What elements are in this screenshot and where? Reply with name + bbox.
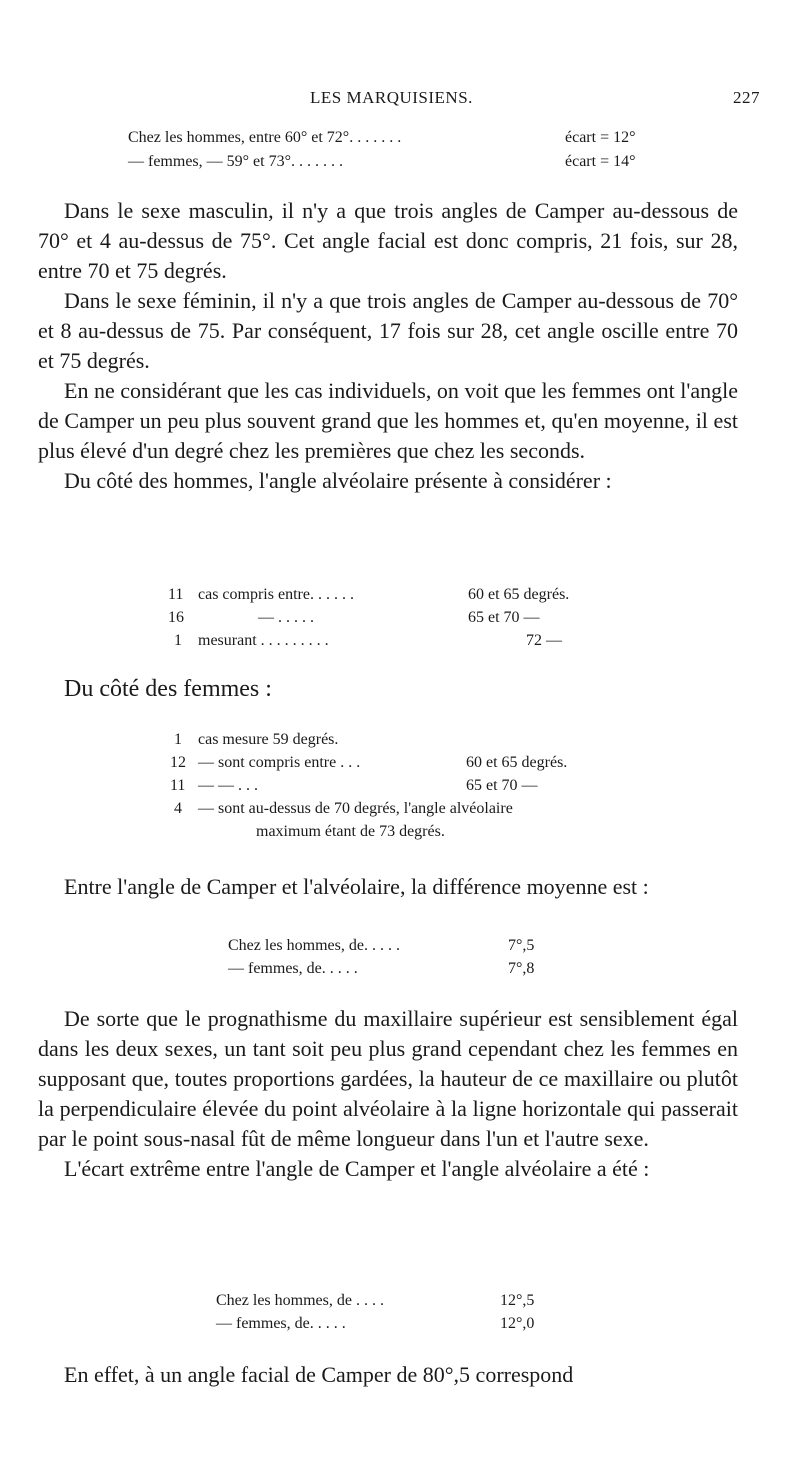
desc-cell: — sont au-dessus de 70 degrés, l'angle alvéolaire: [198, 800, 513, 817]
paragraph: En ne considérant que les cas individuels, on voit que les femmes ont l'angle de Camper un peu plus souvent grand que les hommes et, qu'en moyenne, il est plus élevé d'un degré chez les premières que chez les seconds.: [38, 378, 738, 463]
range-row-women: [128, 153, 636, 171]
women-table-row: [170, 754, 650, 776]
paragraph: En effet, à un angle facial de Camper de 80°,5 correspond: [64, 1362, 574, 1387]
desc-cell: — — . . .: [198, 777, 258, 794]
range-row-value: écart = 14°: [565, 153, 636, 170]
count-cell: 11: [168, 586, 184, 603]
range-row-label: Chez les hommes, entre 60° et 72°. . . . . . .: [128, 129, 402, 146]
page-number: 227: [733, 88, 760, 107]
paragraph: De sorte que le prognathisme du maxillaire supérieur est sensiblement égal dans les deux sexes, un tant soit peu plus grand cependant chez les femmes en supposant que, toutes proportions gardées, la hauteur de ce maxillaire ou plutôt la perpendiculaire élevée du point alvéolaire à la ligne horizontale qui passerait par le point sous-nasal fût de même longueur dans l'un et l'autre sexe.: [38, 1006, 738, 1151]
count-cell: 1: [174, 632, 182, 649]
women-table-continuation: maximum étant de 73 degrés.: [256, 823, 445, 840]
count-cell: 4: [174, 800, 182, 817]
body-text-block-4: [38, 1360, 738, 1390]
paragraph: Du côté des hommes, l'angle alvéolaire présente à considérer :: [64, 468, 612, 493]
paragraph: Entre l'angle de Camper et l'alvéolaire, la différence moyenne est :: [64, 874, 649, 899]
desc-cell: cas compris entre. . . . . .: [198, 586, 354, 603]
running-title: LES MARQUISIENS.: [310, 88, 473, 107]
diff-row-label: Chez les hommes, de. . . . .: [228, 937, 400, 954]
range-row-label: — femmes, — 59° et 73°. . . . . . .: [128, 153, 343, 170]
extreme-row-label: Chez les hommes, de . . . .: [216, 1292, 384, 1309]
range-cell: 65 et 70 —: [466, 777, 538, 794]
paragraph: Dans le sexe féminin, il n'y a que trois angles de Camper au-dessous de 70° et 8 au-dessus de 75. Par conséquent, 17 fois sur 28, cet angle oscille entre 70 et 75 degrés.: [38, 288, 738, 373]
women-table-row: [174, 800, 654, 822]
women-heading: Du côté des femmes :: [64, 676, 272, 702]
count-cell: 16: [168, 609, 184, 626]
count-cell: 1: [174, 731, 182, 748]
extreme-row-value: 12°,5: [500, 1292, 535, 1309]
diff-row-value: 7°,8: [508, 960, 535, 977]
desc-cell: — . . . . .: [258, 609, 314, 626]
range-cell: 60 et 65 degrés.: [468, 586, 570, 603]
diff-row-women: [228, 960, 535, 978]
women-table-row: [170, 777, 650, 799]
body-text-block-3: [38, 1004, 738, 1184]
extreme-row-women: [216, 1315, 535, 1333]
count-cell: 11: [170, 777, 186, 794]
count-cell: 12: [170, 754, 186, 771]
range-cell: 72 —: [526, 632, 562, 649]
extreme-row-label: — femmes, de. . . . .: [216, 1315, 346, 1332]
paragraph: Dans le sexe masculin, il n'y a que trois angles de Camper au-dessous de 70° et 4 au-dessus de 75°. Cet angle facial est donc compris, 21 fois, sur 28, entre 70 et 75 degrés.: [38, 198, 738, 283]
men-table-row: [168, 586, 668, 608]
desc-cell: mesurant . . . . . . . . .: [198, 632, 329, 649]
range-row-value: écart = 12°: [565, 129, 636, 146]
range-cell: 60 et 65 degrés.: [466, 754, 568, 771]
desc-cell: — sont compris entre . . .: [198, 754, 361, 771]
men-table-row: [168, 632, 668, 654]
men-table-row: [168, 609, 668, 631]
diff-row-value: 7°,5: [508, 937, 535, 954]
running-header: [40, 88, 760, 114]
diff-row-men: [228, 937, 535, 955]
extreme-row-men: [216, 1292, 535, 1310]
paragraph: L'écart extrême entre l'angle de Camper et l'angle alvéolaire a été :: [64, 1156, 650, 1181]
extreme-row-value: 12°,0: [500, 1315, 535, 1332]
desc-cell: cas mesure 59 degrés.: [198, 731, 339, 748]
range-row-men: [128, 129, 636, 147]
women-table-row: [174, 731, 654, 753]
body-text-block-1: [38, 196, 738, 496]
range-cell: 65 et 70 —: [468, 609, 540, 626]
body-text-block-2: [38, 872, 738, 902]
diff-row-label: — femmes, de. . . . .: [228, 960, 358, 977]
